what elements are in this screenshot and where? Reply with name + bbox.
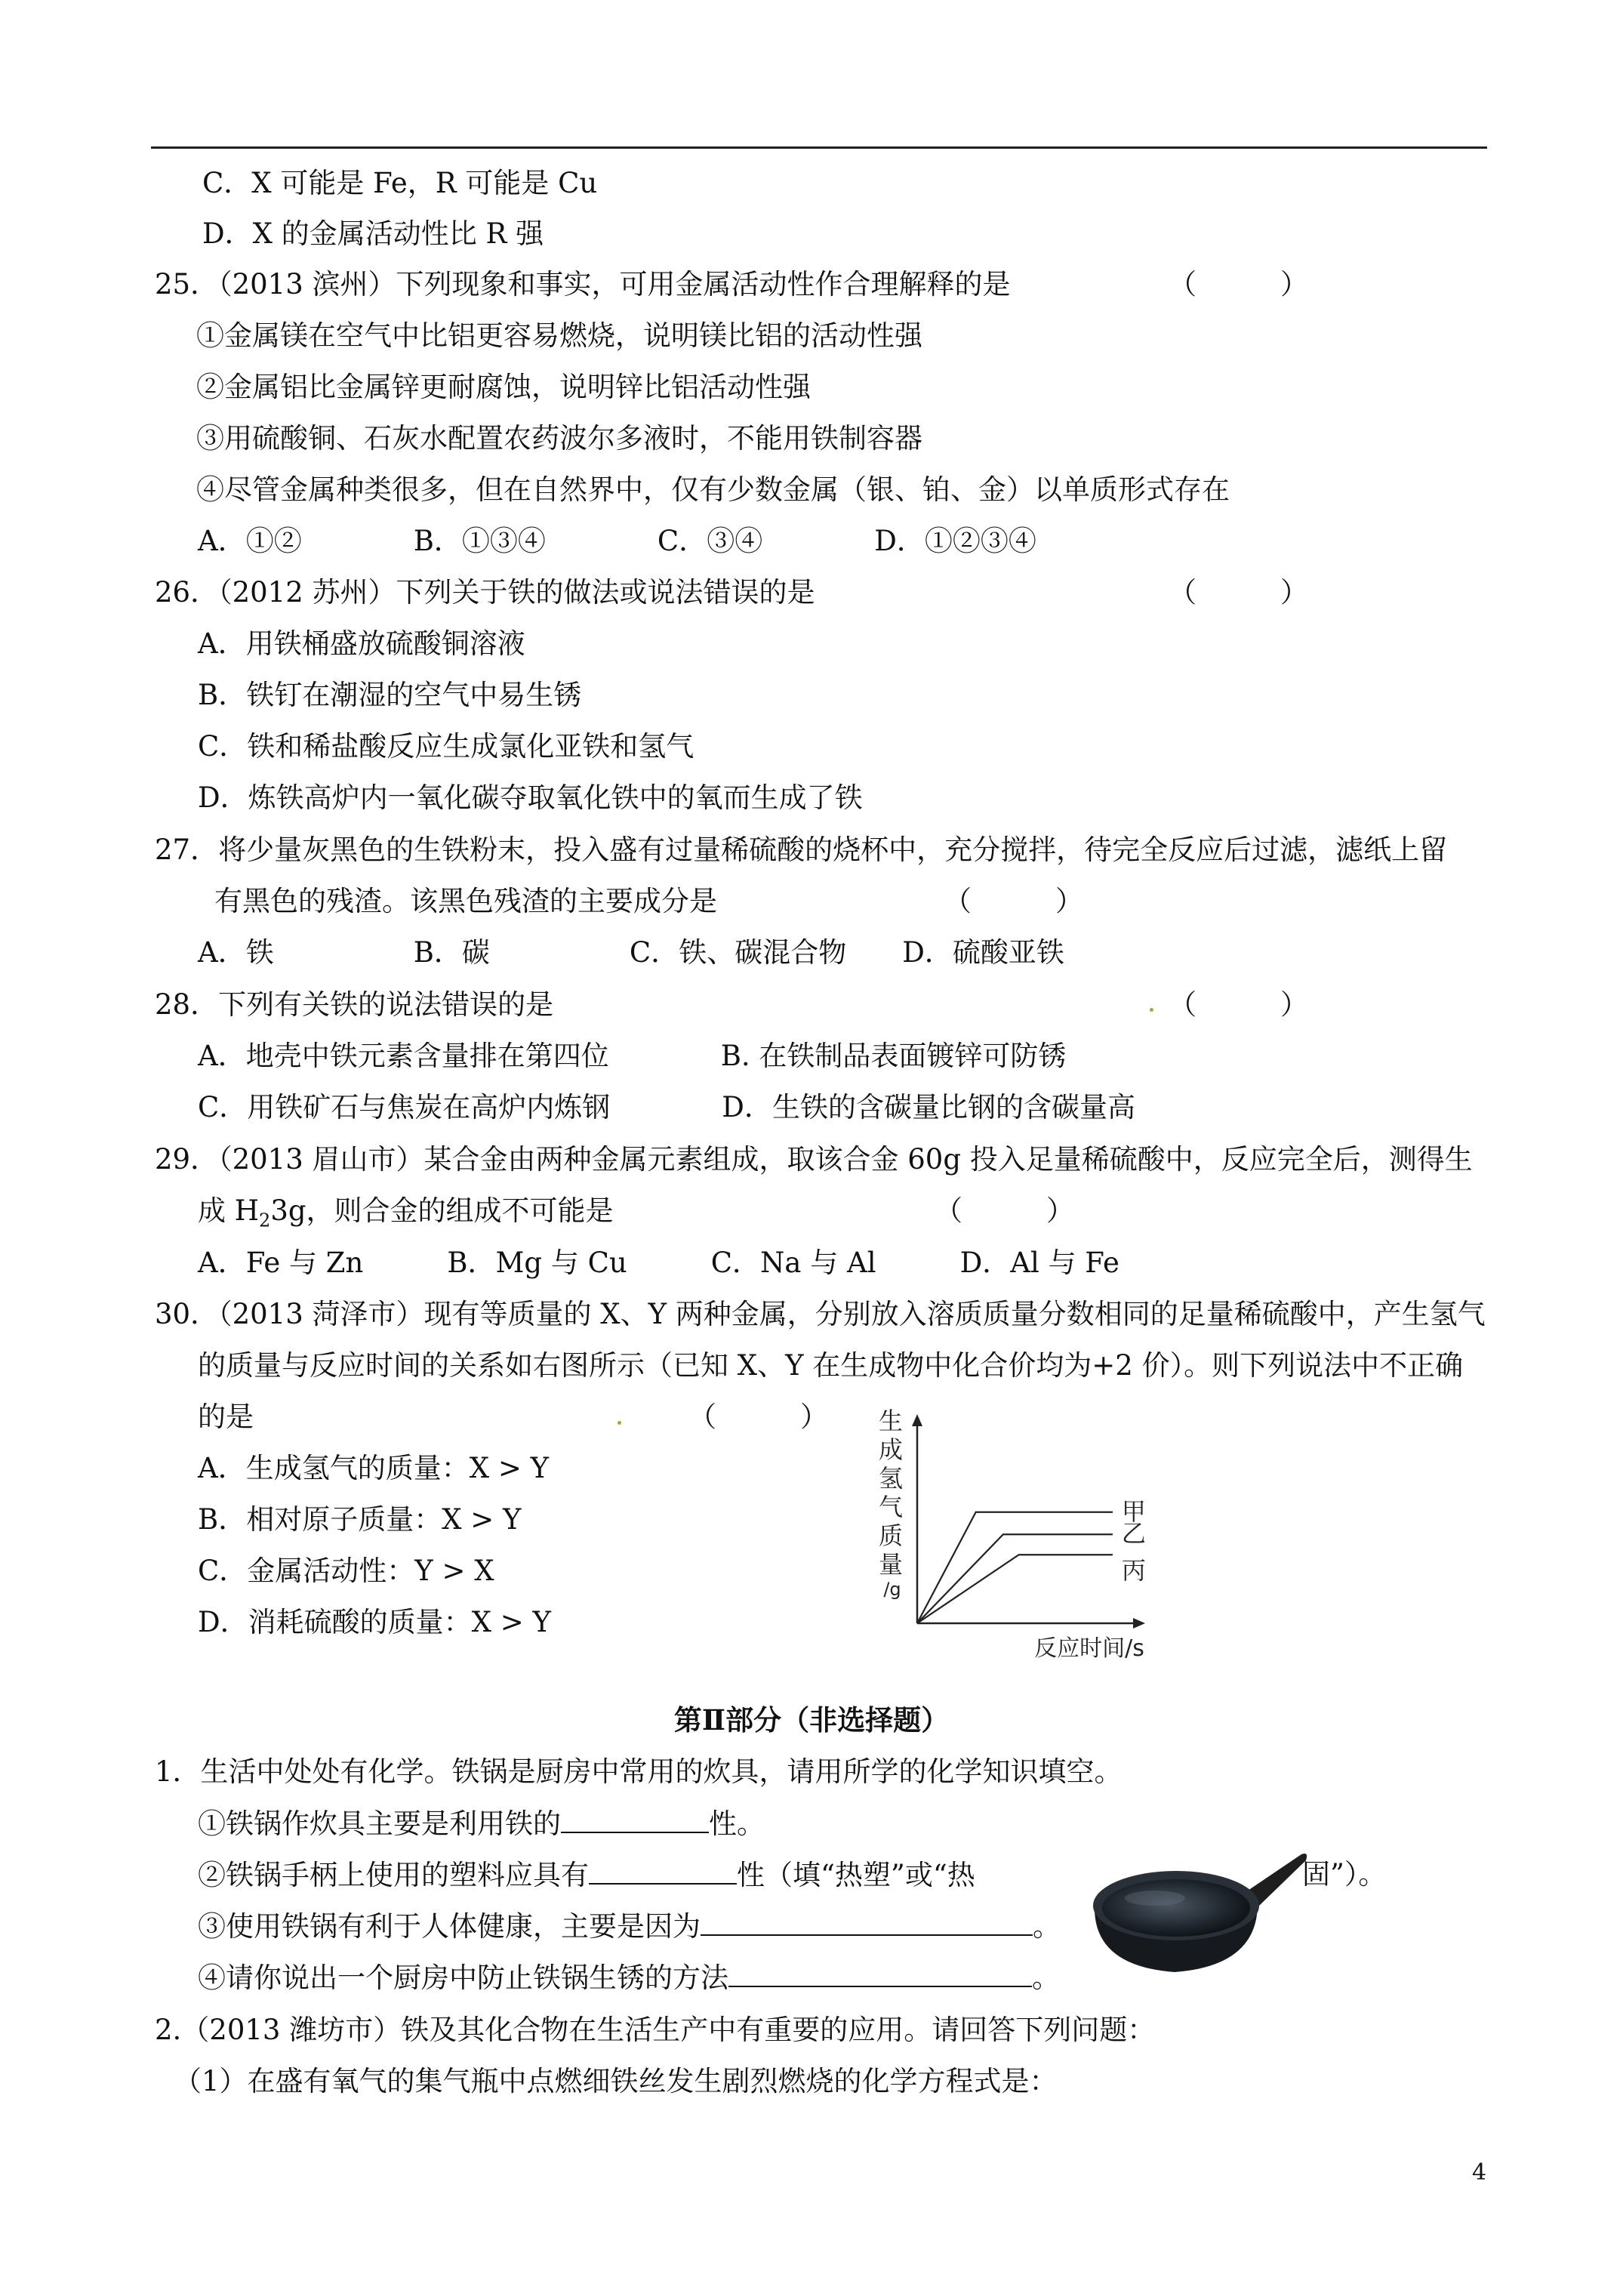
q28-answer-blank: （ ）: [1169, 988, 1308, 1021]
p1-item-1-blank[interactable]: [561, 1806, 709, 1833]
p1-item-3: [198, 1909, 1061, 1944]
y-axis-label: 成: [878, 1435, 904, 1464]
page-number: 4: [1472, 2159, 1487, 2186]
q30-stem: 30．（2013 菏泽市）现有等质量的 X、Y 两种金属，分别放入溶质质量分数相同的足量稀硫酸中，产生氢气: [155, 1298, 1486, 1330]
q26-option-c: C．铁和稀盐酸反应生成氯化亚铁和氢气: [198, 730, 694, 763]
p1-item-1-text: ①铁锅作炊具主要是利用铁的: [198, 1808, 561, 1840]
q26-option-b: B．铁钉在潮湿的空气中易生锈: [198, 679, 582, 711]
q30-option-a: A．生成氢气的质量：X > Y: [198, 1452, 550, 1484]
q29-stem-cont: [198, 1194, 614, 1237]
q28-stem: 28．下列有关铁的说法错误的是: [155, 988, 554, 1021]
q25-answer-blank: （ ）: [1169, 268, 1308, 300]
p1-item-3-blank[interactable]: [701, 1909, 1033, 1936]
x-axis-label: 反应时间/s: [1034, 1635, 1144, 1662]
y-axis-label: 量: [878, 1550, 904, 1579]
q29-answer-blank: （ ）: [935, 1194, 1074, 1227]
p1-item-3-tail: 。: [1033, 1910, 1061, 1943]
series-label: 乙: [1121, 1519, 1146, 1549]
y-axis-label: 氢: [878, 1464, 904, 1493]
q30-answer-blank: （ ）: [688, 1401, 828, 1433]
series-label: 甲: [1121, 1496, 1146, 1526]
q29-text-pre: 成 H: [198, 1194, 260, 1227]
p2-stem: 2.（2013 潍坊市）铁及其化合物在生活生产中有重要的应用。请回答下列问题：: [155, 2014, 1156, 2046]
series-label: 丙: [1121, 1556, 1146, 1586]
header-rule: [151, 146, 1487, 149]
part-2-heading: 第Ⅱ部分（非选择题）: [673, 1703, 950, 1737]
q26-stem: 26．（2012 苏州）下列关于铁的做法或说法错误的是: [155, 576, 815, 609]
q25-statement-3: ③用硫酸铜、石灰水配置农药波尔多液时，不能用铁制容器: [196, 422, 922, 455]
y-axis-unit: /g: [883, 1579, 901, 1600]
q26-option-a: A．用铁桶盛放硫酸铜溶液: [198, 627, 525, 660]
q30-option-c: C．金属活动性：Y > X: [198, 1555, 494, 1587]
p1-item-2-tail: 固”）。: [1302, 1858, 1387, 1891]
y-axis-arrow: [912, 1414, 922, 1426]
q27-stem: 27．将少量灰黑色的生铁粉末，投入盛有过量稀硫酸的烧杯中，充分搅拌，待完全反应后过滤，滤纸上留: [155, 834, 1448, 866]
q30-stem-end: 的是: [198, 1401, 254, 1433]
p1-item-4-text: ④请你说出一个厨房中防止铁锅生锈的方法: [198, 1962, 728, 1994]
p1-item-4-blank[interactable]: [728, 1960, 1032, 1987]
q29-options: A．Fe 与 Zn B．Mg 与 Cu C．Na 与 Al D．Al 与 Fe: [198, 1247, 1119, 1279]
q30-stem-cont: 的质量与反应时间的关系如右图所示（已知 X、Y 在生成物中化合价均为+2 价）。则下列说法中不正确: [198, 1349, 1464, 1382]
stray-dot: [617, 1421, 621, 1425]
p2-item-1: （1）在盛有氧气的集气瓶中点燃细铁丝发生剧烈燃烧的化学方程式是：: [174, 2065, 1058, 2097]
p1-item-4-tail: 。: [1032, 1962, 1060, 1994]
frying-pan-image: [1086, 1836, 1312, 1987]
p1-item-4: [198, 1960, 1060, 1996]
series-line: [917, 1555, 1113, 1623]
q29-stem: 29．（2013 眉山市）某合金由两种金属元素组成，取该合金 60g 投入足量稀硫酸中，反应完全后，测得生: [155, 1143, 1473, 1176]
q25-statement-2: ②金属铝比金属锌更耐腐蚀，说明锌比铝活动性强: [196, 371, 811, 403]
y-axis-label: 气: [878, 1493, 904, 1521]
hydrogen-mass-chart: [861, 1408, 1163, 1672]
q29-text-post: 3g，则合金的组成不可能是: [270, 1194, 614, 1227]
p1-item-2: [198, 1857, 975, 1893]
q27-stem-cont: 有黑色的残渣。该黑色残渣的主要成分是: [214, 885, 717, 917]
p1-item-1: [198, 1806, 765, 1841]
p1-item-2-blank[interactable]: [589, 1857, 737, 1885]
q29-subscript: 2: [259, 1210, 271, 1231]
q27-options: A．铁 B．碳 C．铁、碳混合物 D．硫酸亚铁: [198, 936, 1064, 969]
series-line: [917, 1512, 1113, 1623]
q25-statement-4: ④尽管金属种类很多，但在自然界中，仅有少数金属（银、铂、金）以单质形式存在: [196, 473, 1230, 506]
q28-options-cd: C．用铁矿石与焦炭在高炉内炼钢 D．生铁的含碳量比钢的含碳量高: [198, 1091, 1135, 1123]
p1-stem: 1．生活中处处有化学。铁锅是厨房中常用的炊具，请用所学的化学知识填空。: [155, 1755, 1123, 1788]
q24-option-c: C．X 可能是 Fe，R 可能是 Cu: [202, 167, 598, 199]
q30-option-b: B．相对原子质量：X > Y: [198, 1503, 522, 1536]
q28-options-ab: A．地壳中铁元素含量排在第四位 B. 在铁制品表面镀锌可防锈: [198, 1040, 1067, 1072]
p1-item-2-text: ②铁锅手柄上使用的塑料应具有: [198, 1859, 589, 1891]
x-axis-arrow: [1133, 1618, 1145, 1629]
y-axis-label: 生: [878, 1408, 904, 1435]
q27-answer-blank: （ ）: [944, 885, 1083, 917]
q25-options: A．①② B．①③④ C．③④ D．①②③④: [198, 525, 1036, 557]
p1-item-2-mid: 性（填“热塑”或“热: [737, 1859, 975, 1891]
q25-statement-1: ①金属镁在空气中比铝更容易燃烧，说明镁比铝的活动性强: [196, 319, 922, 352]
stray-dot: [1150, 1008, 1153, 1012]
q26-answer-blank: （ ）: [1169, 576, 1308, 609]
y-axis-label: 质: [878, 1521, 904, 1550]
p1-item-1-tail: 性。: [709, 1808, 765, 1840]
q25-stem: 25．（2013 滨州）下列现象和事实，可用金属活动性作合理解释的是: [155, 268, 1011, 300]
series-line: [917, 1534, 1113, 1623]
p1-item-3-text: ③使用铁锅有利于人体健康，主要是因为: [198, 1910, 701, 1943]
q26-option-d: D．炼铁高炉内一氧化碳夺取氧化铁中的氧而生成了铁: [198, 781, 863, 814]
q30-option-d: D．消耗硫酸的质量：X > Y: [198, 1606, 551, 1638]
q24-option-d: D．X 的金属活动性比 R 强: [202, 217, 544, 250]
